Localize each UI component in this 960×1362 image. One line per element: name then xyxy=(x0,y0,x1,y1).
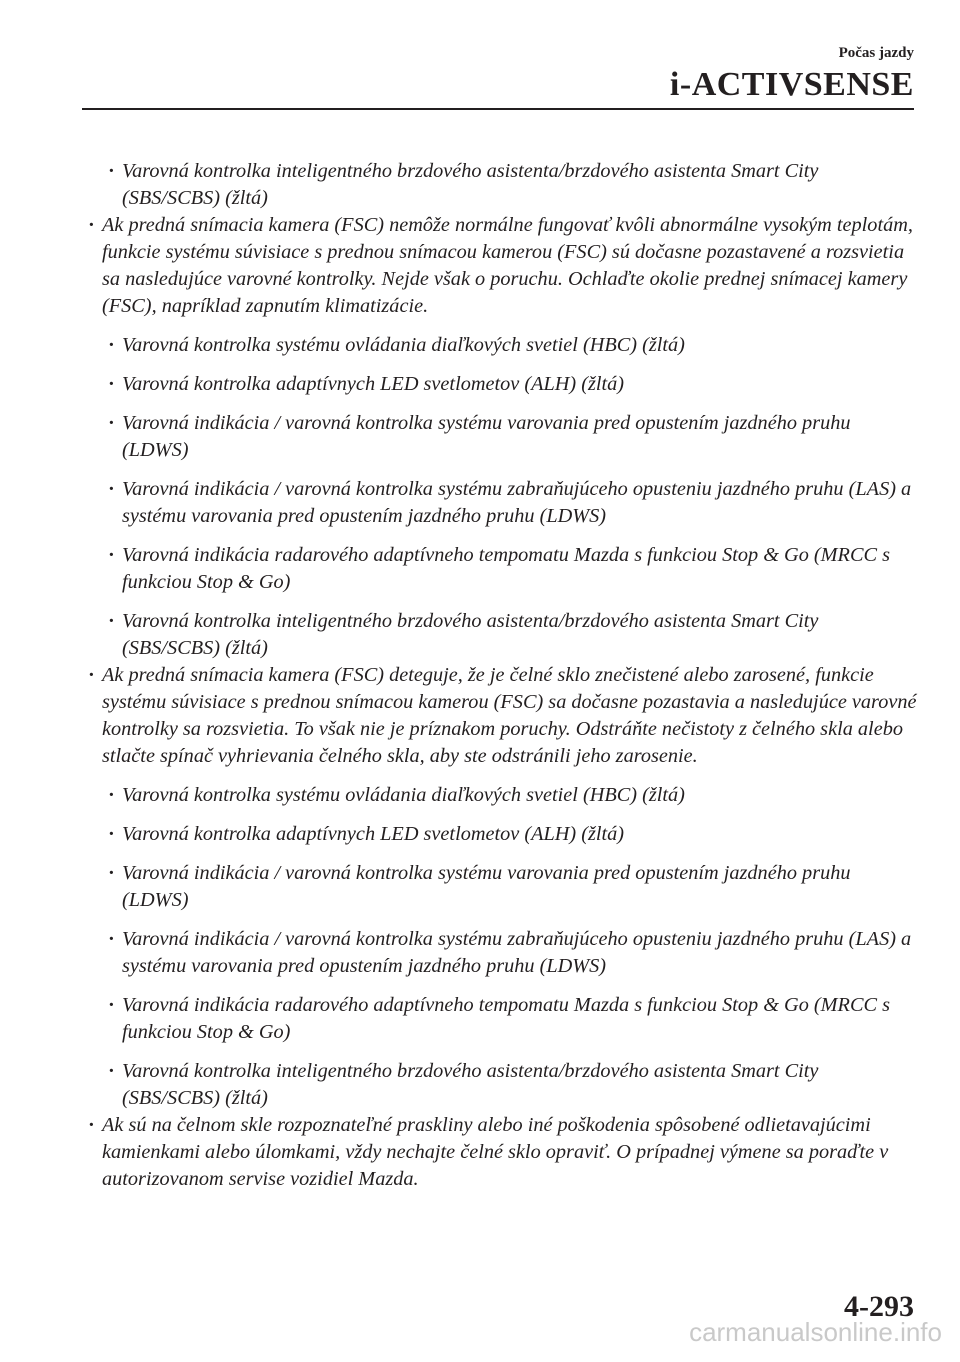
list-item: · Varovná kontrolka inteligentného brzdového asistenta/brzdového asistenta Smart City (SBS/SCBS) (žltá) xyxy=(82,608,918,662)
header-divider xyxy=(82,108,914,110)
list-item: · Varovná indikácia / varovná kontrolka systému zabraňujúceho opusteniu jazdného pruhu (LAS) a systému varovania pred opustením jazdného pruhu (LDWS) xyxy=(82,926,918,980)
list-item: · Varovná indikácia / varovná kontrolka systému varovania pred opustením jazdného pruhu (LDWS) xyxy=(82,410,918,464)
list-item: · Varovná indikácia / varovná kontrolka systému varovania pred opustením jazdného pruhu (LDWS) xyxy=(82,860,918,914)
bullet-paragraph: · Ak predná snímacia kamera (FSC) deteguje, že je čelné sklo znečistené alebo zarosené, funkcie systému súvisiace s prednou snímacou kamerou (FSC) sa dočasne pozastavia a nasledujúce varovné kontrolky sa rozsvietia. To však nie je príznakom poruchy. Odstráňte nečistoty z čelného skla alebo stlačte spínač vyhrievania čelného skla, aby ste odstránili jeho zarosenie. xyxy=(82,662,918,770)
chapter-title: i-ACTIVSENSE xyxy=(669,66,914,103)
section-label: Počas jazdy xyxy=(838,45,914,61)
page-number: 4-293 xyxy=(844,1290,914,1323)
page-content xyxy=(82,158,918,1193)
intro-list-item: · Varovná kontrolka inteligentného brzdového asistenta/brzdového asistenta Smart City (SBS/SCBS) (žltá) xyxy=(82,158,918,212)
list-item: · Varovná kontrolka inteligentného brzdového asistenta/brzdového asistenta Smart City (SBS/SCBS) (žltá) xyxy=(82,1058,918,1112)
bullet-block-1 xyxy=(82,212,918,662)
list-item: · Varovná kontrolka systému ovládania diaľkových svetiel (HBC) (žltá) xyxy=(82,332,918,359)
watermark: carmanualsonline.info xyxy=(689,1317,942,1347)
bullet-paragraph: · Ak predná snímacia kamera (FSC) nemôže normálne fungovať kvôli abnormálne vysokým teplotám, funkcie systému súvisiace s prednou snímacou kamerou (FSC) sú dočasne pozastavené a rozsvietia sa nasledujúce varovné kontrolky. Nejde však o poruchu. Ochlaďte okolie prednej snímacej kamery (FSC), napríklad zapnutím klimatizácie. xyxy=(82,212,918,320)
list-item: · Varovná indikácia / varovná kontrolka systému zabraňujúceho opusteniu jazdného pruhu (LAS) a systému varovania pred opustením jazdného pruhu (LDWS) xyxy=(82,476,918,530)
bullet-paragraph: · Ak sú na čelnom skle rozpoznateľné praskliny alebo iné poškodenia spôsobené odlietavajúcimi kamienkami alebo úlomkami, vždy nechajte čelné sklo opraviť. O prípadnej výmene sa poraďte v autorizovanom servise vozidiel Mazda. xyxy=(82,1112,918,1193)
bullet-block-3 xyxy=(82,1112,918,1193)
bullet-block-2 xyxy=(82,662,918,1112)
page-header xyxy=(670,44,914,104)
list-item: · Varovná kontrolka adaptívnych LED svetlometov (ALH) (žltá) xyxy=(82,371,918,398)
list-item: · Varovná indikácia radarového adaptívneho tempomatu Mazda s funkciou Stop & Go (MRCC s funkciou Stop & Go) xyxy=(82,542,918,596)
list-item: · Varovná indikácia radarového adaptívneho tempomatu Mazda s funkciou Stop & Go (MRCC s funkciou Stop & Go) xyxy=(82,992,918,1046)
list-item: · Varovná kontrolka adaptívnych LED svetlometov (ALH) (žltá) xyxy=(82,821,918,848)
list-item: · Varovná kontrolka systému ovládania diaľkových svetiel (HBC) (žltá) xyxy=(82,782,918,809)
